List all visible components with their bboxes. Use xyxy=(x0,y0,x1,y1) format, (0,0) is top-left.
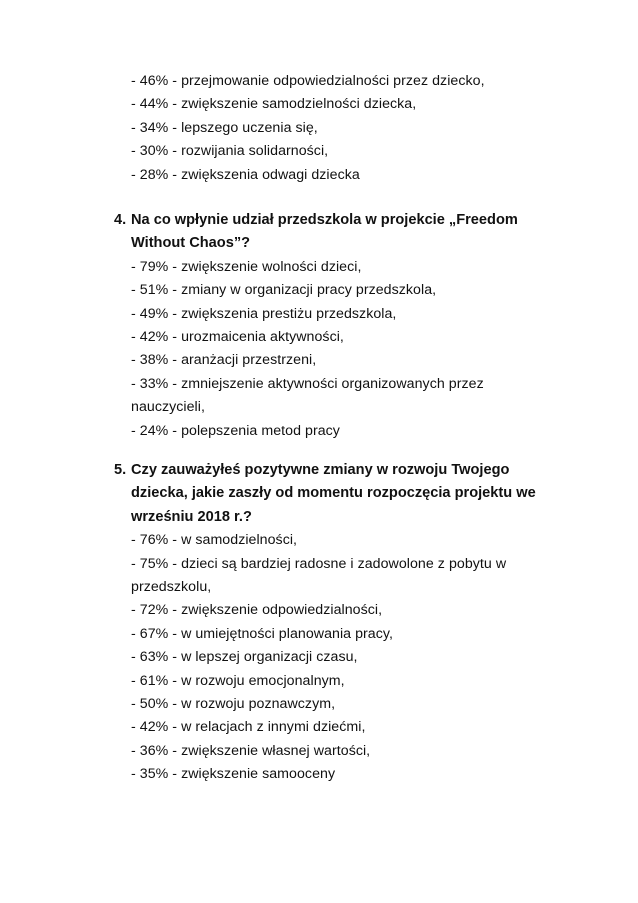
question-5-heading-continued xyxy=(114,482,554,505)
list-item: - 50% - w rozwoju poznawczym, xyxy=(131,695,336,712)
intro-answer-list xyxy=(114,70,554,187)
question-number: 4. xyxy=(114,212,127,228)
question-text-line: Na co wpłynie udział przedszkola w projekcie „Freedom xyxy=(131,212,518,228)
list-item: - 44% - zwiększenie samodzielności dziecka, xyxy=(131,96,417,113)
list-item-continued: przedszkolu, xyxy=(131,579,212,595)
list-item: - 34% - lepszego uczenia się, xyxy=(131,119,318,136)
list-item: - 49% - zwiększenia prestiżu przedszkola, xyxy=(131,305,397,322)
list-item: - 42% - urozmaicenia aktywności, xyxy=(131,328,344,345)
list-item: - 24% - polepszenia metod pracy xyxy=(131,422,340,439)
question-4 xyxy=(114,209,554,443)
question-5-heading-continued xyxy=(114,506,554,529)
question-4-heading-continued xyxy=(114,232,554,255)
question-text-line: Czy zauważyłeś pozytywne zmiany w rozwoju Twojego xyxy=(131,462,510,478)
list-item: - 51% - zmiany w organizacji pracy przedszkola, xyxy=(131,282,437,299)
list-item: - 67% - w umiejętności planowania pracy, xyxy=(131,625,393,642)
list-item: - 36% - zwiększenie własnej wartości, xyxy=(131,742,371,759)
list-item: - 33% - zmniejszenie aktywności organizowanych przez xyxy=(131,375,484,392)
list-item: - 76% - w samodzielności, xyxy=(131,532,298,549)
question-5 xyxy=(114,459,554,787)
question-4-heading xyxy=(114,209,554,232)
question-number: 5. xyxy=(114,462,127,478)
question-text-line: dziecka, jakie zaszły od momentu rozpoczęcia projektu we xyxy=(131,485,536,502)
list-item: - 30% - rozwijania solidarności, xyxy=(131,143,329,160)
question-text-line: wrześniu 2018 r.? xyxy=(131,508,252,525)
list-item: - 79% - zwiększenie wolności dzieci, xyxy=(131,258,362,275)
list-item: - 38% - aranżacji przestrzeni, xyxy=(131,352,317,369)
list-item: - 42% - w relacjach z innymi dziećmi, xyxy=(131,719,366,736)
list-item: - 72% - zwiększenie odpowiedzialności, xyxy=(131,602,383,619)
list-item: - 28% - zwiększenia odwagi dziecka xyxy=(131,166,360,183)
question-5-heading xyxy=(114,459,554,482)
list-item: - 46% - przejmowanie odpowiedzialności przez dziecko, xyxy=(131,73,485,89)
list-item: - 75% - dzieci są bardziej radosne i zadowolone z pobytu w xyxy=(131,555,507,572)
list-item-continued: nauczycieli, xyxy=(131,399,205,416)
list-item: - 61% - w rozwoju emocjonalnym, xyxy=(131,672,345,689)
list-item: - 63% - w lepszej organizacji czasu, xyxy=(131,649,358,666)
question-text-line: Without Chaos”? xyxy=(131,235,251,252)
list-item: - 35% - zwiększenie samooceny xyxy=(131,766,336,783)
